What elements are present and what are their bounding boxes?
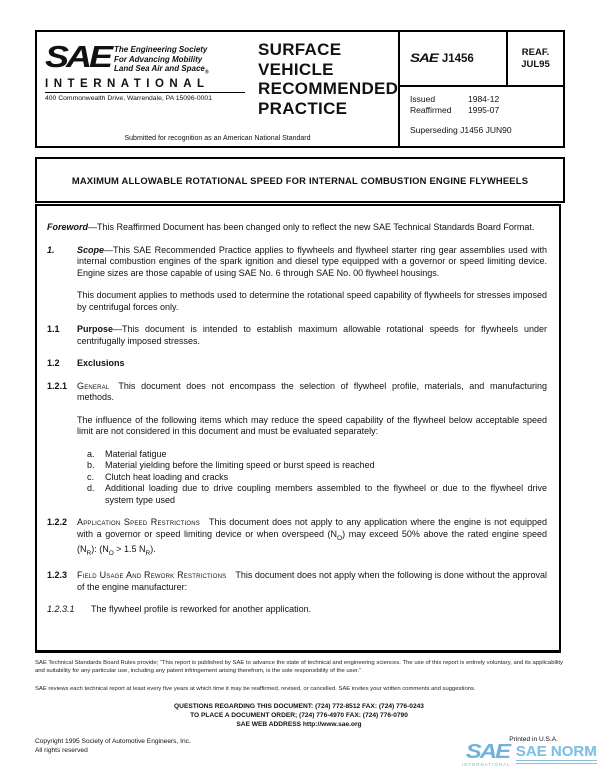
footer-fine-print-2: SAE reviews each technical report at least every five years at which time it may be reaffirmed, revised, or cancelled. SAE invites your written comments and suggestions. xyxy=(35,686,476,692)
sae-logo xyxy=(45,39,245,103)
list-item xyxy=(87,460,547,472)
doc-number: J1456 xyxy=(441,52,474,65)
section-1-2-text xyxy=(77,358,547,370)
list-item xyxy=(87,472,547,484)
contact-web-address: SAE WEB ADDRESS http://www.sae.org xyxy=(236,721,362,728)
watermark-sae-logo-icon xyxy=(462,742,513,767)
foreword-text: —This Reaffirmed Document has been changed only to reflect the new SAE Technical Standards Board Format. xyxy=(88,222,535,232)
section-1-continued-text: This document applies to methods used to determine the rotational speed capability of flywheels for stresses imposed by centrifugal forces only. xyxy=(77,290,547,312)
list-item-text: Additional loading due to drive coupling members assembled to the flywheel or due to the flywheel drive system type used xyxy=(105,483,547,505)
revision-info xyxy=(400,87,563,146)
section-1-1-label: Purpose xyxy=(77,324,114,334)
foreword-label: Foreword xyxy=(47,222,89,232)
list-item xyxy=(87,483,547,506)
list-item-text: Material fatigue xyxy=(105,448,167,459)
logo-tagline-line1: The Engineering Society xyxy=(114,45,208,54)
title-box xyxy=(35,157,565,203)
section-1-2-2-text: Application Speed Restrictions This document does not apply to any application where the engine is not equipped with a governor or speed limiting device or when overspeed $(N_O)$ may exceed 50% above the rated engine speed $(N_R)$: ($N_O > 1.5$ $N_R$). xyxy=(77,517,547,557)
sae-logo-icon: SAE xyxy=(45,39,111,74)
issued-row xyxy=(410,94,563,105)
doc-type-line1: SURFACE xyxy=(258,40,342,59)
section-1 xyxy=(47,245,547,280)
document-title: MAXIMUM ALLOWABLE ROTATIONAL SPEED FOR INTERNAL COMBUSTION ENGINE FLYWHEELS xyxy=(71,174,529,186)
section-1-2-3-text: Field Usage And Rework Restrictions This document does not apply when the following is done without the approval of the engine manufacturer: xyxy=(77,570,547,592)
doc-code-row xyxy=(400,32,563,87)
doc-type-line4: PRACTICE xyxy=(258,98,348,118)
section-1-2-label: Exclusions xyxy=(77,358,125,368)
doc-type xyxy=(258,40,398,118)
section-1-2-3-number: 1.2.3 xyxy=(47,570,68,581)
section-1-2 xyxy=(47,358,547,370)
section-1-2-1-continued-text: The influence of the following items which may reduce the speed capability of the flywheel below acceptable speed limit are not considered in this document and must be evaluated separately: xyxy=(77,414,547,436)
section-1-2-2 xyxy=(47,517,547,559)
reaf-box xyxy=(506,32,563,85)
logo-tagline xyxy=(114,42,209,78)
printed-note: Printed in U.S.A. xyxy=(509,736,558,743)
doc-type-line3: RECOMMENDED xyxy=(258,79,399,98)
list-item-text: Clutch heat loading and cracks xyxy=(105,471,229,482)
section-1-label: Scope xyxy=(77,244,105,255)
logo-international: INTERNATIONAL xyxy=(45,78,245,93)
list-item-marker: d. xyxy=(87,483,95,493)
reaffirmed-label: Reaffirmed xyxy=(410,105,452,115)
section-1-2-2-label: Application Speed Restrictions xyxy=(77,517,200,527)
issued-value: 1984-12 xyxy=(468,94,500,104)
logo-tagline-line2: For Advancing Mobility xyxy=(114,54,203,64)
list-item-marker: b. xyxy=(87,460,95,470)
reaffirmed-row xyxy=(410,105,563,116)
section-1-2-3 xyxy=(47,570,547,593)
list-item xyxy=(87,449,547,461)
header-right xyxy=(398,32,563,146)
section-1-number: 1. xyxy=(47,244,55,255)
body-box xyxy=(35,204,561,653)
section-1-2-1-text: General This document does not encompass the selection of flywheel profile, materials, and manufacturing methods. xyxy=(77,380,547,402)
footer-fine-print-1: SAE Technical Standards Board Rules provide; “This report is published by SAE to advance the state of technical and engineering sciences. The use of this report is entirely voluntary, and its applicability and suitability for any particular use, including any patent infringement arising therefrom, is the sole responsibility of the user.” xyxy=(35,660,563,674)
submitted-note: Submitted for recognition as an American National Standard xyxy=(124,135,311,142)
contact-order: TO PLACE A DOCUMENT ORDER; (724) 776-4970 FAX: (724) 776-0790 xyxy=(190,712,408,719)
watermark-sae-text: SAE xyxy=(465,740,510,764)
logo-address: 400 Commonwealth Drive, Warrendale, PA 15096-0001 xyxy=(45,95,212,103)
section-1-2-1 xyxy=(47,381,547,404)
copyright-line: Copyright 1995 Society of Automotive Engineers, Inc. xyxy=(35,738,191,745)
sae-mini-logo-icon: SAE xyxy=(410,51,438,66)
section-1-2-1-continued xyxy=(47,415,547,438)
section-1-2-2-number: 1.2.2 xyxy=(47,517,68,527)
section-1-2-1-number: 1.2.1 xyxy=(47,380,68,391)
list-item-marker: a. xyxy=(87,448,95,459)
watermark-international-text: INTERNATIONAL. xyxy=(462,762,513,767)
section-1-2-1-label: General xyxy=(77,380,110,391)
watermark-rule xyxy=(516,760,597,764)
section-1-2-3-1-number: 1.2.3.1 xyxy=(47,604,75,615)
section-1-2-number: 1.2 xyxy=(47,358,60,368)
section-1-1-number: 1.1 xyxy=(47,324,60,334)
exclusion-list xyxy=(87,449,547,507)
reaf-label: REAF. xyxy=(521,46,550,58)
rights-line: All rights reserved xyxy=(35,746,88,754)
sae-norm-watermark xyxy=(462,740,597,767)
section-1-text: Scope—This SAE Recommended Practice applies to flywheels and flywheel starter ring gear assemblies used with internal combustion engines of the spark ignition and diesel type equipped with a governor or speed limiting device. Engine sizes are those capable of using SAE No. 6 through SAE No. 00 flywheel housings. xyxy=(77,244,547,278)
doc-type-line2: VEHICLE xyxy=(258,59,334,79)
section-1-2-3-1-text: The flywheel profile is reworked for another application. xyxy=(91,604,312,615)
superseding-note: Superseding J1456 JUN90 xyxy=(410,125,512,135)
foreword-paragraph xyxy=(47,222,547,234)
logo-tagline-line3: Land Sea Air and Space$_®$ xyxy=(114,64,209,76)
section-1-2-3-1 xyxy=(47,604,547,616)
doc-code xyxy=(400,32,506,85)
list-item-text: Material yielding before the limiting speed or burst speed is reached xyxy=(105,460,375,470)
reaffirmed-value: 1995-07 xyxy=(468,105,500,115)
copyright-notice xyxy=(35,738,191,755)
header-left xyxy=(37,32,398,146)
section-1-2-3-label: Field Usage And Rework Restrictions xyxy=(77,570,227,581)
list-item-marker: c. xyxy=(87,471,95,482)
section-1-1 xyxy=(47,324,547,347)
registered-mark-icon: ® xyxy=(204,69,209,76)
watermark-norm-text: SAE NORM xyxy=(515,743,597,760)
issued-label: Issued xyxy=(410,94,436,104)
header-box xyxy=(35,30,565,148)
reaf-date: JUL95 xyxy=(521,58,550,70)
contact-questions: QUESTIONS REGARDING THIS DOCUMENT: (724) 772-8512 FAX: (724) 776-0243 xyxy=(174,703,424,710)
section-1-continued xyxy=(47,290,547,313)
watermark-norm xyxy=(516,742,597,764)
footer-contact-block xyxy=(35,702,563,729)
section-1-1-text: Purpose—This document is intended to establish maximum allowable rotational speeds for flywheels under centrifugally imposed stresses. xyxy=(77,324,547,346)
